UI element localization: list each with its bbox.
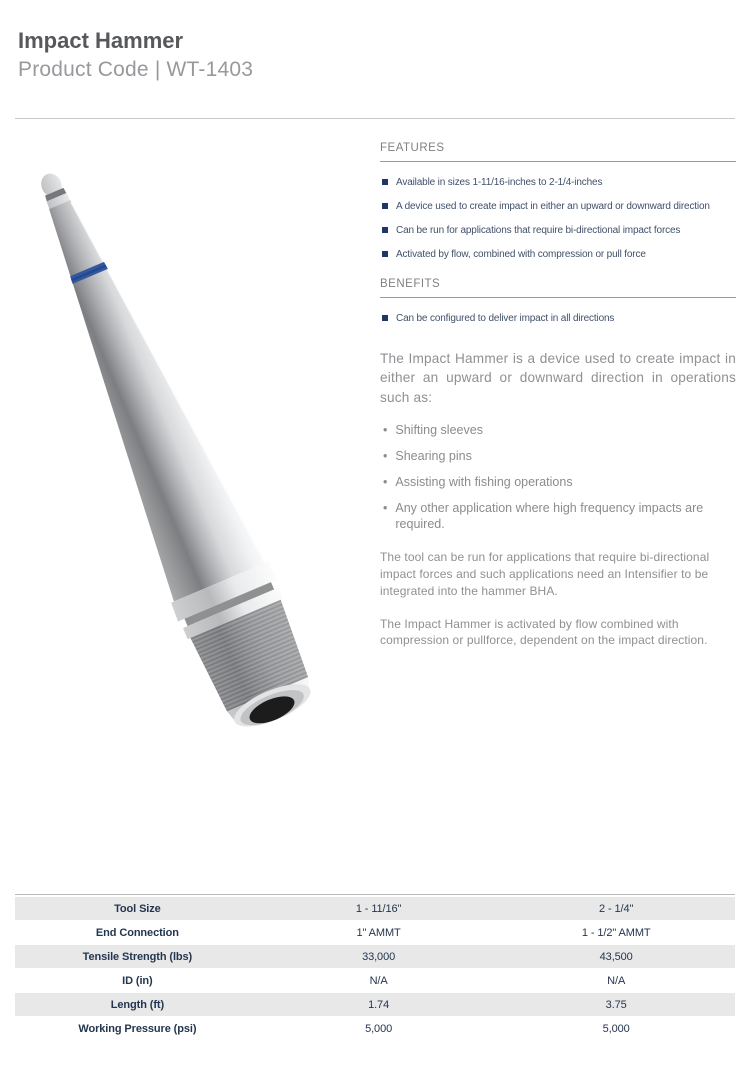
header-divider — [15, 118, 735, 119]
spec-value: 2 - 1/4" — [599, 902, 634, 915]
spec-value: N/A — [607, 974, 626, 987]
application-text: Shifting sleeves — [395, 422, 483, 437]
spec-value: N/A — [369, 974, 388, 987]
spec-label: ID (in) — [122, 974, 153, 987]
list-item — [380, 448, 736, 465]
dot-bullet-icon: • — [383, 422, 388, 437]
dot-bullet-icon: • — [383, 474, 388, 489]
spec-label: End Connection — [95, 926, 179, 939]
list-item — [380, 200, 736, 213]
features-list — [380, 176, 736, 261]
spec-label: Length (ft) — [110, 998, 165, 1011]
table-row — [15, 921, 735, 944]
spec-value: 1" AMMT — [356, 926, 401, 939]
feature-text: Available in sizes 1-11/16-inches to 2-1/4-inches — [396, 177, 603, 188]
applications-list — [380, 422, 736, 533]
list-item — [380, 176, 736, 189]
spec-value: 43,500 — [599, 950, 633, 963]
list-item — [380, 500, 736, 534]
benefits-divider — [380, 297, 736, 298]
page-header — [18, 28, 253, 82]
square-bullet-icon — [382, 251, 388, 257]
table-row — [15, 1017, 735, 1040]
application-text: Shearing pins — [395, 448, 472, 463]
spec-value: 1 - 1/2" AMMT — [581, 926, 651, 939]
spec-value: 1.74 — [368, 998, 390, 1011]
list-item — [380, 224, 736, 237]
square-bullet-icon — [382, 227, 388, 233]
impact-hammer-photo — [15, 135, 375, 795]
spec-value: 5,000 — [365, 1022, 393, 1035]
table-row — [15, 897, 735, 920]
features-heading: FEATURES — [380, 142, 445, 154]
feature-text: A device used to create impact in either an upward or downward direction — [396, 201, 710, 212]
features-divider — [380, 161, 736, 162]
table-row — [15, 969, 735, 992]
benefit-text: Can be configured to deliver impact in all directions — [396, 313, 615, 324]
benefits-heading: BENEFITS — [380, 278, 441, 290]
page-title: Impact Hammer — [18, 28, 184, 53]
application-text: Assisting with fishing operations — [395, 474, 573, 489]
spec-value: 3.75 — [605, 998, 627, 1011]
square-bullet-icon — [382, 315, 388, 321]
intro-paragraph: The Impact Hammer is a device used to create impact in either an upward or downward direction in operations such as: — [380, 351, 736, 405]
list-item — [380, 422, 736, 439]
spec-value: 1 - 11/16" — [355, 902, 402, 915]
application-text: Any other application where high frequency impacts are required. — [395, 500, 704, 532]
tool-group — [15, 153, 328, 740]
dot-bullet-icon: • — [383, 448, 388, 463]
body-paragraph: The tool can be run for applications that require bi-directional impact forces and such applications need an Intensifier to be integrated into the hammer BHA. — [380, 550, 710, 598]
product-code: Product Code | WT-1403 — [18, 58, 254, 81]
spec-value: 5,000 — [602, 1022, 630, 1035]
spec-table — [15, 894, 735, 1041]
benefits-section — [380, 278, 736, 325]
spec-label: Tensile Strength (lbs) — [82, 950, 193, 963]
dot-bullet-icon: • — [383, 500, 388, 515]
tool-body — [15, 185, 266, 601]
feature-text: Activated by flow, combined with compression or pull force — [396, 249, 646, 260]
list-item — [380, 474, 736, 491]
spec-label: Tool Size — [114, 902, 161, 915]
table-row — [15, 945, 735, 968]
square-bullet-icon — [382, 179, 388, 185]
list-item — [380, 312, 736, 325]
spec-label: Working Pressure (psi) — [78, 1022, 197, 1035]
product-photo — [15, 135, 375, 795]
spec-value: 33,000 — [362, 950, 396, 963]
feature-text: Can be run for applications that require bi-directional impact forces — [396, 225, 681, 236]
details-column — [380, 142, 736, 649]
square-bullet-icon — [382, 203, 388, 209]
table-row — [15, 993, 735, 1016]
body-paragraph: The Impact Hammer is activated by flow combined with compression or pullforce, dependent on the impact direction. — [380, 616, 708, 648]
list-item — [380, 248, 736, 261]
